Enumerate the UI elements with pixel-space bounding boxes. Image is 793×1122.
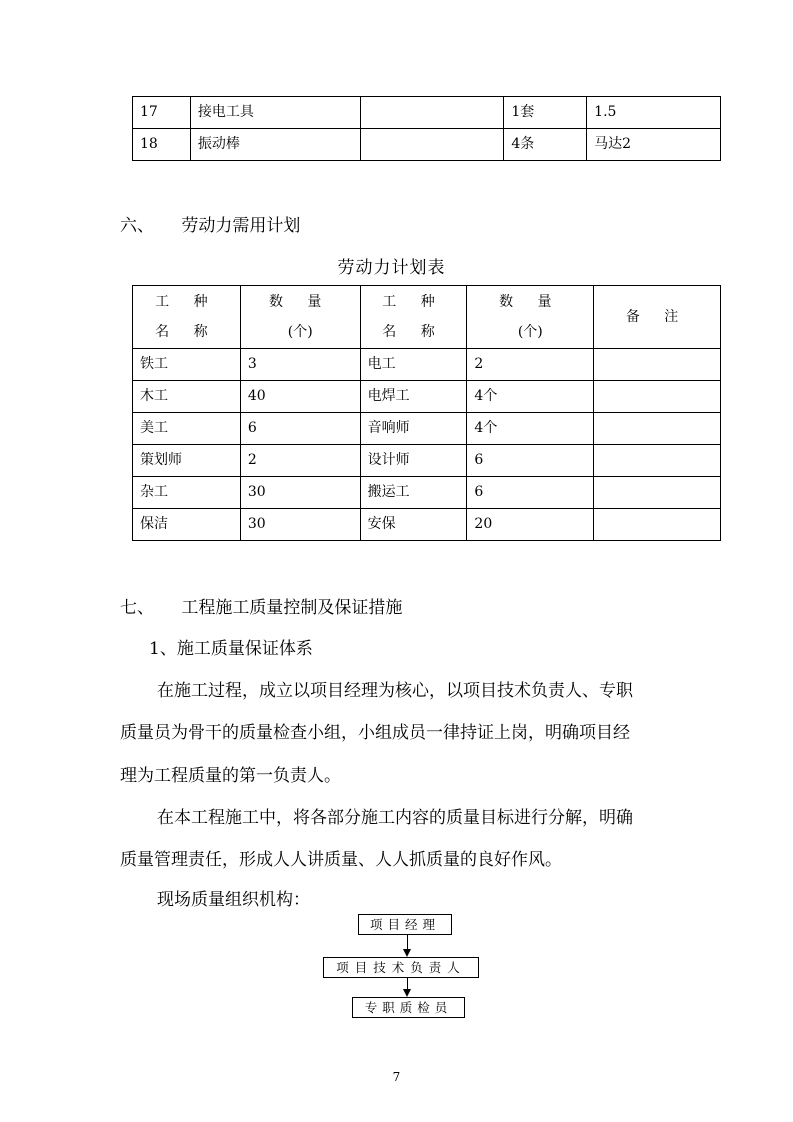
arrow-down-icon — [403, 989, 411, 997]
table-row — [133, 445, 721, 477]
header-type1 — [133, 286, 241, 349]
table-row — [133, 477, 721, 509]
paragraph1-line3: 理为工程质量的第一负责人。 — [120, 766, 341, 786]
cell-qty2: 20 — [467, 509, 594, 541]
section7-title: 工程施工质量控制及保证措施 — [181, 598, 403, 618]
header-qty2-line1: 数 量 — [499, 294, 562, 310]
cell-type1: 杂工 — [133, 477, 241, 509]
cell-qty1: 30 — [240, 509, 360, 541]
eq-blank — [360, 129, 504, 161]
cell-type2: 安保 — [360, 509, 467, 541]
cell-qty1: 2 — [240, 445, 360, 477]
cell-qty1: 3 — [240, 349, 360, 381]
labor-table — [132, 285, 721, 541]
table-row — [133, 349, 721, 381]
eq-name: 振动棒 — [190, 129, 360, 161]
cell-type2: 搬运工 — [360, 477, 467, 509]
connector-line — [407, 977, 408, 989]
table-row — [133, 129, 721, 161]
eq-no: 18 — [133, 129, 191, 161]
cell-qty2: 6 — [467, 445, 594, 477]
cell-type1: 保洁 — [133, 509, 241, 541]
header-qty2 — [467, 286, 594, 349]
org-chart-label: 现场质量组织机构： — [157, 890, 310, 910]
org-box-inspector: 专职质检员 — [352, 997, 465, 1018]
header-type2 — [360, 286, 467, 349]
paragraph2-line2: 质量管理责任，形成人人讲质量、人人抓质量的良好作风。 — [120, 850, 562, 870]
cell-type1: 铁工 — [133, 349, 241, 381]
section7-heading — [120, 593, 402, 618]
cell-type1: 美工 — [133, 413, 241, 445]
cell-type2: 设计师 — [360, 445, 467, 477]
eq-blank — [360, 97, 504, 129]
paragraph2-line1: 在本工程施工中，将各部分施工内容的质量目标进行分解，明确 — [157, 808, 633, 828]
cell-remark — [594, 381, 721, 413]
table-row — [133, 97, 721, 129]
section7-number: 七、 — [120, 598, 154, 618]
cell-qty1: 30 — [240, 477, 360, 509]
cell-qty2: 6 — [467, 477, 594, 509]
page-number: 7 — [392, 1070, 401, 1084]
table-row — [133, 509, 721, 541]
header-type1-line1: 工 种 — [155, 294, 218, 310]
header-qty1-line2: (个) — [287, 324, 313, 340]
cell-type2: 音响师 — [360, 413, 467, 445]
connector-line — [407, 934, 408, 949]
eq-note: 1.5 — [587, 97, 721, 129]
header-type2-line1: 工 种 — [382, 294, 445, 310]
table-row — [133, 381, 721, 413]
eq-qty: 4条 — [504, 129, 587, 161]
eq-no: 17 — [133, 97, 191, 129]
header-type2-line2: 名 称 — [382, 324, 445, 340]
cell-remark — [594, 477, 721, 509]
cell-type1: 木工 — [133, 381, 241, 413]
eq-qty: 1套 — [504, 97, 587, 129]
section6-title: 劳动力需用计划 — [181, 216, 301, 236]
cell-remark — [594, 509, 721, 541]
subsection-heading: 1、施工质量保证体系 — [149, 639, 313, 659]
cell-remark — [594, 349, 721, 381]
cell-type1: 策划师 — [133, 445, 241, 477]
cell-remark — [594, 445, 721, 477]
equipment-table — [132, 96, 721, 161]
labor-table-title: 劳动力计划表 — [337, 258, 446, 278]
eq-name: 接电工具 — [190, 97, 360, 129]
org-box-tech-lead: 项目技术负责人 — [323, 957, 479, 978]
cell-qty2: 2 — [467, 349, 594, 381]
table-row — [133, 413, 721, 445]
header-type1-line2: 名 称 — [155, 324, 218, 340]
paragraph1-line1: 在施工过程，成立以项目经理为核心，以项目技术负责人、专职 — [157, 681, 633, 701]
labor-header-row — [133, 286, 721, 349]
org-box-manager: 项目经理 — [358, 914, 452, 935]
cell-qty2: 4个 — [467, 381, 594, 413]
section6-number: 六、 — [120, 216, 154, 236]
cell-qty1: 6 — [240, 413, 360, 445]
cell-qty1: 40 — [240, 381, 360, 413]
header-remark: 备 注 — [594, 286, 721, 349]
eq-note: 马达2 — [587, 129, 721, 161]
header-qty1-line1: 数 量 — [268, 294, 332, 310]
header-qty1 — [240, 286, 360, 349]
cell-type2: 电工 — [360, 349, 467, 381]
arrow-down-icon — [403, 949, 411, 957]
header-qty2-line2: (个) — [517, 324, 543, 340]
cell-remark — [594, 413, 721, 445]
cell-type2: 电焊工 — [360, 381, 467, 413]
section6-heading — [120, 211, 300, 236]
cell-qty2: 4个 — [467, 413, 594, 445]
paragraph1-line2: 质量员为骨干的质量检查小组，小组成员一律持证上岗，明确项目经 — [120, 723, 630, 743]
